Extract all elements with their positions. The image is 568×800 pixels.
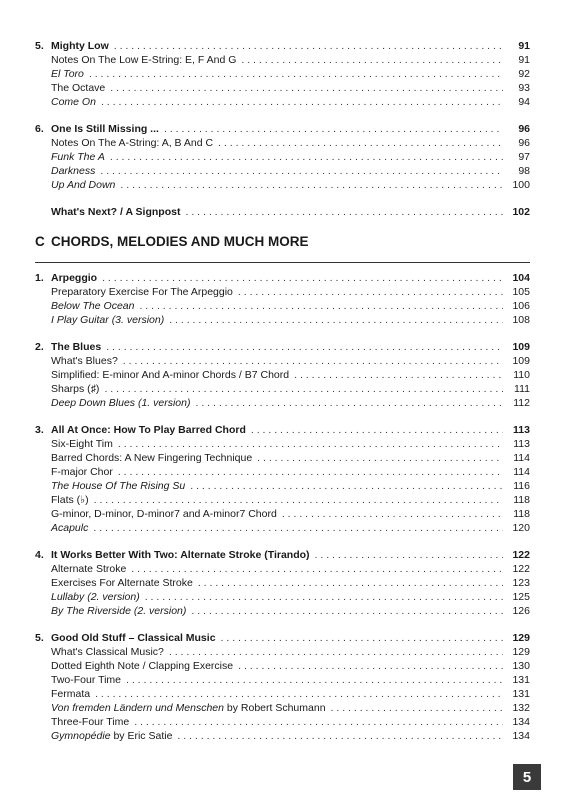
entry-title [51, 521, 93, 535]
entry-title [51, 354, 123, 368]
toc-entry-row[interactable] [35, 715, 530, 729]
toc-part-b-continued [35, 39, 530, 219]
entry-title [51, 285, 238, 299]
part-c-rule [35, 262, 530, 263]
entry-title [51, 368, 294, 382]
toc-entry-row[interactable] [35, 451, 530, 465]
dot-leader [110, 150, 503, 164]
entry-title [51, 562, 131, 576]
toc-entry-row[interactable] [35, 590, 530, 604]
entry-title [51, 645, 169, 659]
toc-section [35, 548, 530, 618]
toc-part-c [35, 271, 530, 743]
entry-page-number: 113 [513, 438, 530, 450]
entry-title-text: What's Blues? [51, 355, 118, 367]
toc-chapter-row[interactable] [35, 122, 530, 136]
toc-entry-row[interactable] [35, 437, 530, 451]
entry-page-number: 132 [512, 702, 530, 714]
toc-entry-row[interactable] [35, 396, 530, 410]
entry-page-number: 106 [512, 300, 530, 312]
toc-entry-row[interactable] [35, 299, 530, 313]
entry-page-number: 94 [518, 96, 530, 108]
entry-title [51, 382, 104, 396]
toc-entry-row[interactable] [35, 368, 530, 382]
entry-title-text: Lullaby (2. version) [51, 591, 140, 603]
dot-leader [118, 465, 503, 479]
dot-leader [191, 604, 503, 618]
page-number-badge [513, 764, 541, 790]
entry-title [51, 340, 106, 354]
dot-leader [118, 437, 503, 451]
entry-title [51, 590, 145, 604]
entry-page-number: 129 [512, 646, 530, 658]
toc-section [35, 271, 530, 327]
dot-leader [221, 631, 503, 645]
entry-title-text: Darkness [51, 165, 96, 177]
entry-title [51, 479, 190, 493]
entry-title-text: G-minor, D-minor, D-minor7 and A-minor7 Chord [51, 508, 277, 520]
entry-page-number: 130 [512, 660, 530, 672]
entry-title-text: Von fremden Ländern und Menschen [51, 702, 224, 714]
entry-title [51, 299, 139, 313]
toc-entry-row[interactable] [35, 178, 530, 192]
entry-page-number: 112 [513, 397, 530, 409]
toc-entry-row[interactable] [35, 465, 530, 479]
entry-title-text: Come On [51, 96, 96, 108]
entry-title-text: Below The Ocean [51, 300, 135, 312]
toc-entry-row[interactable] [35, 53, 530, 67]
chapter-number: 4. [35, 549, 44, 561]
entry-title-text: Two-Four Time [51, 674, 122, 686]
toc-entry-row[interactable] [35, 729, 530, 743]
dot-leader [238, 285, 503, 299]
entry-page-number: 109 [512, 341, 530, 353]
entry-title [51, 122, 164, 136]
entry-title-text: Alternate Stroke [51, 563, 127, 575]
table-of-contents [35, 39, 530, 756]
dot-leader [104, 382, 503, 396]
dot-leader [139, 299, 503, 313]
entry-title [51, 631, 221, 645]
toc-entry-row[interactable] [35, 382, 530, 396]
entry-title-text: The Blues [51, 341, 102, 353]
toc-entry-row[interactable] [35, 673, 530, 687]
entry-page-number: 96 [518, 137, 530, 149]
toc-chapter-row[interactable] [35, 205, 530, 219]
entry-title-text: All At Once: How To Play Barred Chord [51, 424, 246, 436]
entry-title-text: Dotted Eighth Note / Clapping Exercise [51, 660, 234, 672]
entry-title-text: Six-Eight Tim [51, 438, 113, 450]
entry-title-suffix: by Robert Schumann [223, 702, 326, 714]
entry-page-number: 134 [512, 716, 530, 728]
toc-section [35, 39, 530, 109]
entry-page-number: 114 [513, 466, 530, 478]
dot-leader [123, 354, 503, 368]
entry-title [51, 150, 110, 164]
entry-title-text: I Play Guitar (3. version) [51, 314, 165, 326]
entry-page-number: 91 [518, 54, 530, 66]
entry-page-number: 105 [512, 286, 530, 298]
dot-leader [126, 673, 503, 687]
entry-page-number: 118 [513, 508, 530, 520]
dot-leader [251, 423, 503, 437]
entry-page-number: 120 [512, 522, 530, 534]
chapter-number: 1. [35, 272, 44, 284]
entry-page-number: 123 [512, 577, 530, 589]
entry-page-number: 131 [512, 688, 530, 700]
entry-page-number: 109 [512, 355, 530, 367]
toc-entry-row[interactable] [35, 136, 530, 150]
dot-leader [241, 53, 503, 67]
entry-title [51, 659, 238, 673]
entry-page-number: 114 [513, 452, 530, 464]
page-number: 5 [522, 768, 532, 786]
entry-title-text: Notes On The A-String: A, B And C [51, 137, 214, 149]
entry-page-number: 134 [512, 730, 530, 742]
entry-page-number: 100 [512, 179, 530, 191]
entry-title [51, 313, 169, 327]
toc-chapter-row[interactable] [35, 271, 530, 285]
entry-title-text: The Octave [51, 82, 106, 94]
entry-title-text: Preparatory Exercise For The Arpeggio [51, 286, 233, 298]
entry-title [51, 715, 134, 729]
entry-title-text: Deep Down Blues (1. version) [51, 397, 191, 409]
toc-section [35, 423, 530, 535]
entry-title-text: Barred Chords: A New Fingering Technique [51, 452, 253, 464]
entry-page-number: 92 [518, 68, 530, 80]
entry-title-text: Funk The A [51, 151, 105, 163]
entry-title [51, 437, 118, 451]
entry-page-number: 126 [512, 605, 530, 617]
dot-leader [106, 340, 503, 354]
entry-title-text: Good Old Stuff – Classical Music [51, 632, 216, 644]
entry-title-text: Gymnopédie [51, 730, 111, 742]
entry-title [51, 271, 102, 285]
entry-title-text: Up And Down [51, 179, 116, 191]
toc-entry-row[interactable] [35, 150, 530, 164]
dot-leader [185, 205, 503, 219]
part-title: CHORDS, MELODIES AND MUCH MORE [51, 234, 309, 249]
dot-leader [195, 396, 503, 410]
entry-page-number: 113 [513, 424, 530, 436]
toc-entry-row[interactable] [35, 701, 530, 715]
entry-title-text: Sharps (♯) [51, 383, 100, 395]
toc-entry-row[interactable] [35, 354, 530, 368]
dot-leader [114, 39, 503, 53]
entry-title-text: Notes On The Low E-String: E, F And G [51, 54, 237, 66]
toc-entry-row[interactable] [35, 562, 530, 576]
entry-title [51, 507, 282, 521]
toc-entry-row[interactable] [35, 521, 530, 535]
entry-page-number: 129 [512, 632, 530, 644]
entry-page-number: 110 [513, 369, 530, 381]
dot-leader [95, 687, 503, 701]
entry-page-number: 97 [518, 151, 530, 163]
dot-leader [218, 136, 503, 150]
dot-leader [257, 451, 503, 465]
toc-entry-row[interactable] [35, 493, 530, 507]
entry-title-text: Simplified: E-minor And A-minor Chords / B7 Chord [51, 369, 290, 381]
dot-leader [177, 729, 503, 743]
dot-leader [145, 590, 503, 604]
entry-title-text: Flats (♭) [51, 494, 89, 506]
entry-title [51, 67, 89, 81]
dot-leader [238, 659, 503, 673]
dot-leader [110, 81, 503, 95]
dot-leader [131, 562, 503, 576]
entry-page-number: 118 [513, 494, 530, 506]
entry-title [51, 548, 315, 562]
entry-page-number: 91 [518, 40, 530, 52]
entry-title [51, 673, 126, 687]
toc-chapter-row[interactable] [35, 631, 530, 645]
dot-leader [93, 521, 503, 535]
toc-chapter-row[interactable] [35, 340, 530, 354]
entry-title [51, 451, 257, 465]
entry-title-text: El Toro [51, 68, 84, 80]
dot-leader [169, 645, 503, 659]
entry-page-number: 116 [513, 480, 530, 492]
dot-leader [120, 178, 503, 192]
dot-leader [294, 368, 503, 382]
entry-page-number: 93 [518, 82, 530, 94]
entry-title [51, 729, 177, 743]
entry-title-text: F-major Chor [51, 466, 113, 478]
entry-title-text: Arpeggio [51, 272, 98, 284]
toc-entry-row[interactable] [35, 164, 530, 178]
entry-title [51, 576, 198, 590]
entry-title [51, 396, 195, 410]
entry-title [51, 493, 94, 507]
entry-title [51, 39, 114, 53]
entry-page-number: 131 [512, 674, 530, 686]
entry-title [51, 701, 331, 715]
dot-leader [169, 313, 503, 327]
entry-title-suffix: by Eric Satie [110, 730, 173, 742]
toc-entry-row[interactable] [35, 645, 530, 659]
dot-leader [331, 701, 503, 715]
chapter-number: 5. [35, 632, 44, 644]
dot-leader [102, 271, 503, 285]
part-letter: C [35, 234, 45, 249]
toc-entry-row[interactable] [35, 687, 530, 701]
entry-page-number: 104 [512, 272, 530, 284]
entry-page-number: 111 [514, 383, 530, 395]
toc-entry-row[interactable] [35, 479, 530, 493]
dot-leader [282, 507, 503, 521]
chapter-number: 6. [35, 123, 44, 135]
toc-section [35, 205, 530, 219]
chapter-number: 2. [35, 341, 44, 353]
dot-leader [89, 67, 503, 81]
entry-title [51, 53, 241, 67]
dot-leader [315, 548, 503, 562]
dot-leader [134, 715, 503, 729]
dot-leader [164, 122, 503, 136]
entry-page-number: 98 [518, 165, 530, 177]
toc-section [35, 340, 530, 410]
entry-title [51, 423, 251, 437]
entry-title-text: Mighty Low [51, 40, 109, 52]
toc-section [35, 631, 530, 743]
entry-title [51, 136, 218, 150]
entry-title [51, 95, 101, 109]
entry-title [51, 687, 95, 701]
entry-page-number: 122 [512, 549, 530, 561]
entry-page-number: 96 [518, 123, 530, 135]
entry-title-text: Fermata [51, 688, 91, 700]
entry-title [51, 205, 185, 219]
entry-page-number: 108 [512, 314, 530, 326]
entry-title-text: What's Classical Music? [51, 646, 164, 658]
dot-leader [190, 479, 503, 493]
toc-section [35, 122, 530, 192]
toc-entry-row[interactable] [35, 81, 530, 95]
toc-entry-row[interactable] [35, 507, 530, 521]
entry-page-number: 122 [512, 563, 530, 575]
entry-title [51, 465, 118, 479]
toc-entry-row[interactable] [35, 576, 530, 590]
toc-chapter-row[interactable] [35, 423, 530, 437]
part-c-heading [35, 232, 530, 252]
toc-entry-row[interactable] [35, 285, 530, 299]
dot-leader [101, 95, 503, 109]
entry-title [51, 164, 100, 178]
toc-chapter-row[interactable] [35, 39, 530, 53]
toc-entry-row[interactable] [35, 95, 530, 109]
entry-title-text: It Works Better With Two: Alternate Stroke (Tirando) [51, 549, 310, 561]
toc-entry-row[interactable] [35, 67, 530, 81]
entry-title-text: Acapulc [51, 522, 89, 534]
dot-leader [94, 493, 503, 507]
entry-page-number: 102 [512, 206, 530, 218]
entry-title-text: By The Riverside (2. version) [51, 605, 187, 617]
entry-title [51, 604, 191, 618]
entry-title-text: Exercises For Alternate Stroke [51, 577, 193, 589]
chapter-number: 5. [35, 40, 44, 52]
chapter-number: 3. [35, 424, 44, 436]
entry-title [51, 178, 120, 192]
entry-title-text: What's Next? / A Signpost [51, 206, 181, 218]
entry-page-number: 125 [512, 591, 530, 603]
entry-title-text: One Is Still Missing ... [51, 123, 159, 135]
dot-leader [100, 164, 503, 178]
dot-leader [198, 576, 503, 590]
toc-entry-row[interactable] [35, 659, 530, 673]
toc-entry-row[interactable] [35, 604, 530, 618]
toc-chapter-row[interactable] [35, 548, 530, 562]
entry-title-text: The House Of The Rising Su [51, 480, 186, 492]
toc-entry-row[interactable] [35, 313, 530, 327]
entry-title-text: Three-Four Time [51, 716, 130, 728]
entry-title [51, 81, 110, 95]
